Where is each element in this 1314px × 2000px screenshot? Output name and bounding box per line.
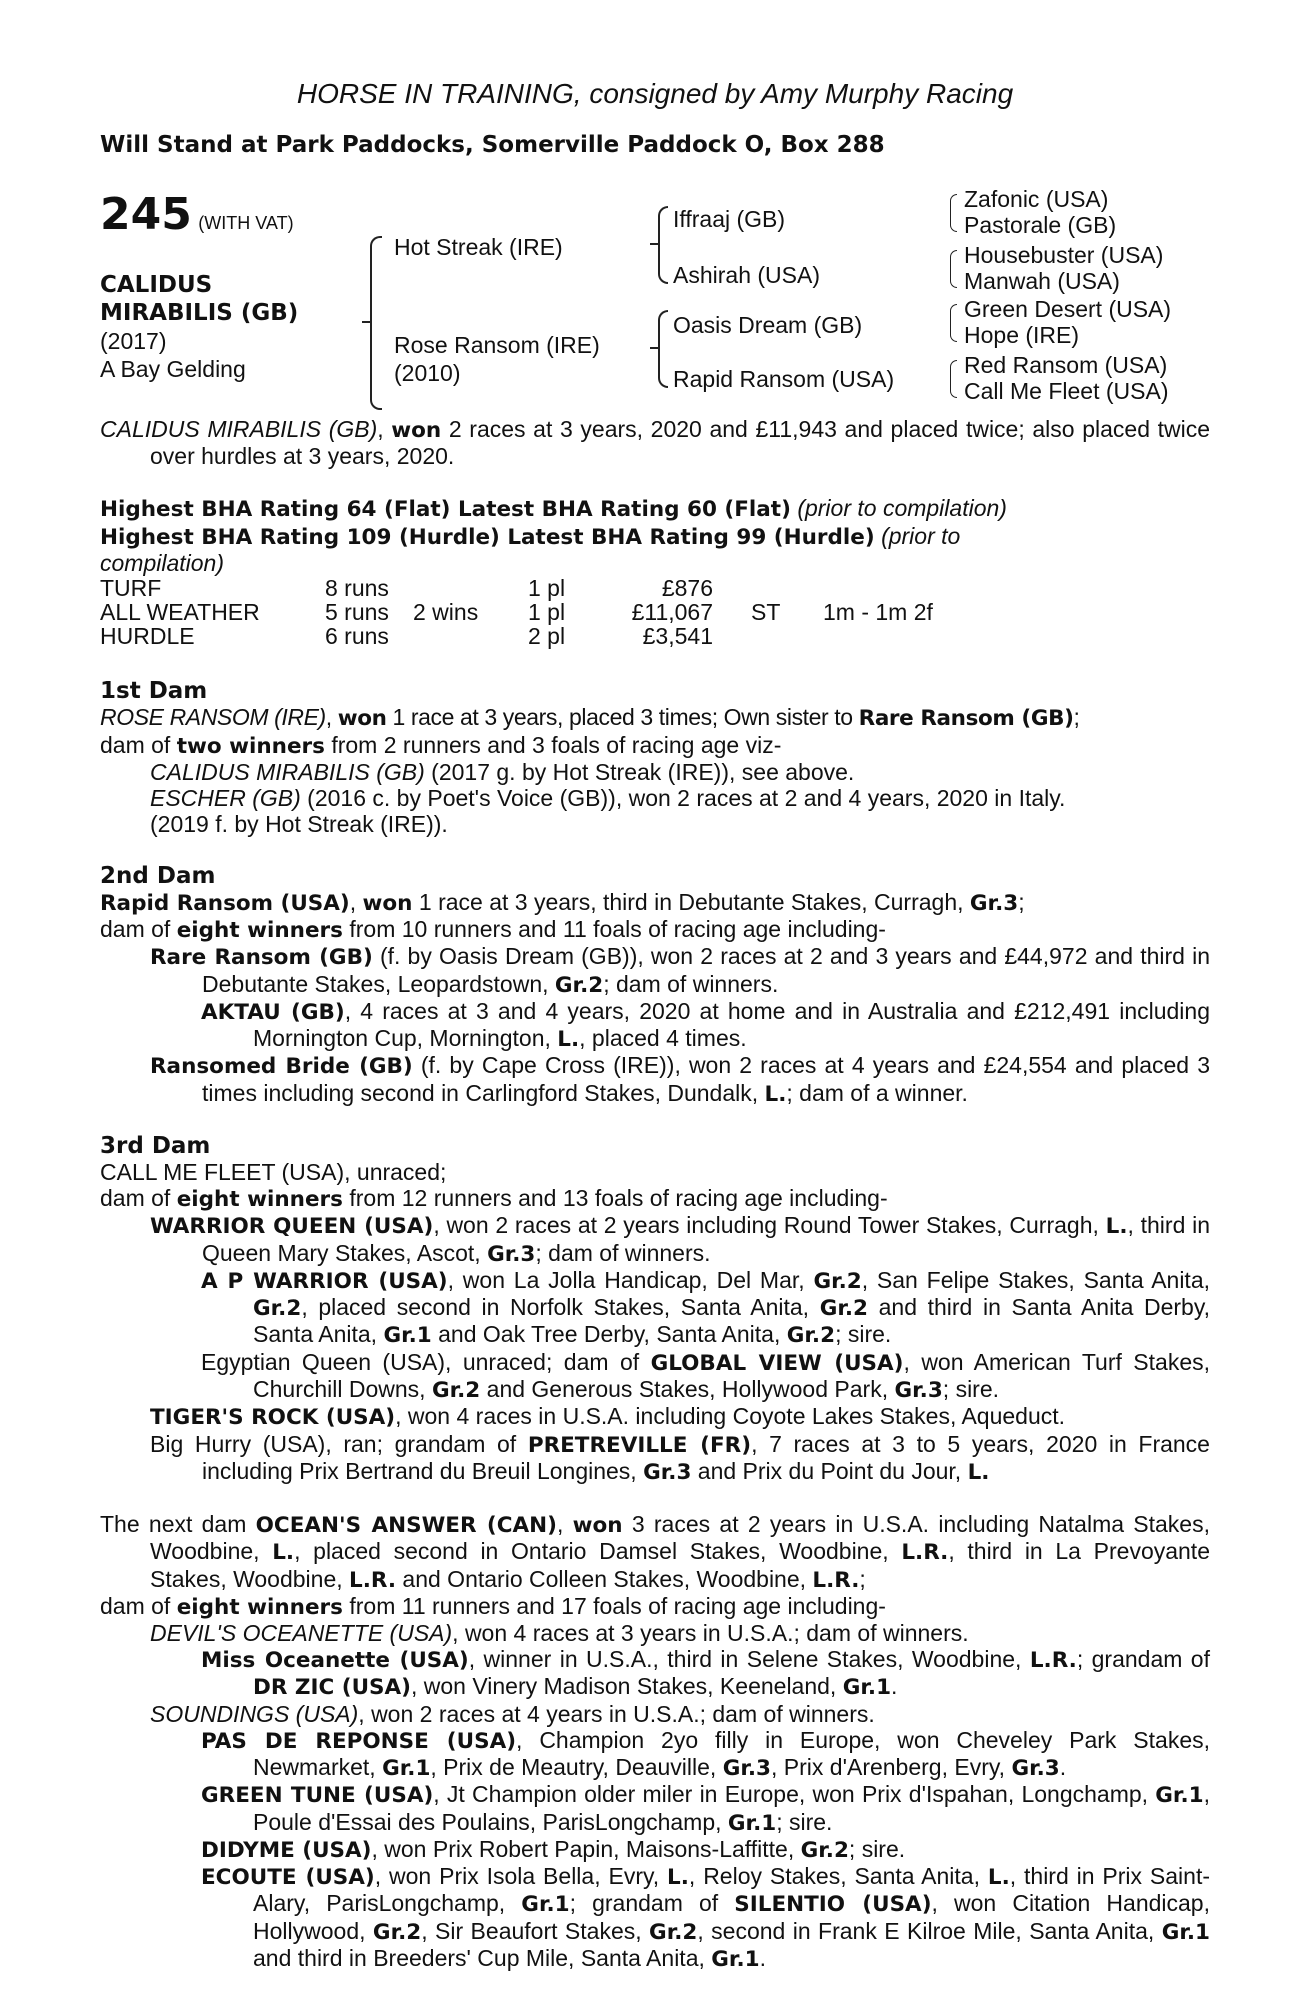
foal-text: , placed second in Ontario Damsel Stakes, Woodbine, [294,1538,902,1565]
grade: Gr.2 [786,1323,836,1349]
foal-text-end: ; sire. [835,1321,892,1348]
grade: Gr.3 [894,1377,943,1403]
sire-sire: Iffraaj (GB) [673,206,786,232]
first-dam-title: 1st Dam [100,678,208,705]
second-dam-text: 1 race at 3 years, third in Debutante Stakes, Curragh, [412,888,970,915]
foal-text: and Ontario Colleen Stakes, Woodbine, [396,1565,813,1592]
second-dam-title: 2nd Dam [100,862,216,889]
foal-text: , second in Frank E Kilroe Mile, Santa Anita, [697,1917,1162,1944]
devils-oceanette-entry [100,1620,1210,1646]
foal-text: , won 4 races at 3 years in U.S.A.; dam of winners. [452,1620,969,1647]
foal-name: CALIDUS MIRABILIS (GB) [150,758,425,785]
foal-text: , Sir Beaufort Stakes, [421,1917,650,1944]
summary-horse-name: CALIDUS MIRABILIS (GB) [100,416,378,442]
winners-count: eight winners [176,918,343,944]
listed: L.R. [812,1567,860,1593]
foal-text-end: ; dam of winners. [535,1239,711,1266]
foal-name: DIDYME (USA) [201,1837,372,1863]
pas-de-reponse-entry [100,1727,1210,1782]
g3-2: Pastorale (GB) [964,212,1117,238]
foal-name: Miss Oceanette (USA) [201,1648,469,1674]
grade: Gr.2 [649,1919,698,1945]
rating-flat [100,495,1210,522]
pedigree-brace-main [370,236,382,410]
foal-text: , San Felipe Stakes, Santa Anita, [861,1266,1211,1293]
record-runs: 6 runs [325,623,389,650]
next-dam-entry [100,1511,1210,1593]
g3-brace-4 [950,360,957,398]
foal-text: 3 races at 2 years in U.S.A. including Natalma Stakes, Woodbine, [150,1511,1210,1565]
egyptian-queen-entry [100,1349,1210,1404]
foal-text: , won Citation Handicap, Hollywood, [253,1890,1210,1944]
foal-text: , Prix de Meautry, Deauville, [430,1754,723,1781]
aktau-entry [100,998,1210,1053]
dam-of-label: dam of [100,916,177,943]
rare-ransom-entry [100,943,1210,998]
next-dam-name: OCEAN'S ANSWER (CAN) [255,1513,557,1539]
foal-name: GLOBAL VIEW (USA) [650,1350,904,1376]
grade: Gr.3 [969,890,1019,916]
foal-text: , won Prix Robert Papin, Maisons-Laffitte, [371,1835,801,1862]
second-dam-line1: Rapid Ransom (USA), won 1 race at 3 years, third in Debutante Stakes, Curragh, Gr.3; [100,888,1025,916]
foal-text: , third in Prix Saint-Alary, ParisLongchamp, [253,1863,1210,1917]
stand-location: Will Stand at Park Paddocks, Somerville Paddock O, Box 288 [100,132,885,158]
rating-flat-note: (prior to compilation) [797,495,1007,522]
race-summary: CALIDUS MIRABILIS (GB), won 2 races at 3 years, 2020 and £11,943 and placed twice; also placed twice over hurdles at 3 years, 2020. [100,416,1211,470]
foal-text: , 4 races at 3 and 4 years, 2020 at home and in Australia and £212,491 including Mornington Cup, Mornington, [253,997,1211,1052]
grade: Gr.2 [431,1377,481,1403]
record-surface: HURDLE [100,623,195,650]
grade: Gr.1 [521,1892,570,1918]
foal-text: and Generous Stakes, Hollywood Park, [480,1375,895,1402]
lot-number: 245 [100,189,192,240]
listed: L. [987,1865,1010,1891]
grade: Gr.1 [842,1675,892,1701]
record-placed: 1 pl [528,574,566,601]
foal-text: ; grandam of [569,1890,735,1917]
g3-6: Hope (IRE) [964,322,1080,348]
rating-hurdle-text: Highest BHA Rating 109 (Hurdle) Latest BHA Rating 99 (Hurdle) [100,524,875,550]
record-earnings: £3,541 [642,623,713,650]
horse-name-line1: CALIDUS [100,272,213,298]
horse-description: A Bay Gelding [100,356,246,382]
foal-name: Rare Ransom (GB) [150,945,373,971]
horse-name-line2: MIRABILIS (GB) [100,300,299,326]
grade: Gr.3 [722,1756,772,1782]
dam-year: (2010) [394,360,461,386]
grade: Gr.2 [253,1296,302,1322]
foals-text: from 11 runners and 17 foals of racing age including- [342,1592,886,1619]
rating-hurdle-note: (prior to [881,522,961,549]
foal-name: SOUNDINGS (USA) [150,1700,359,1727]
green-tune-entry [100,1781,1210,1836]
second-dam-won: won [362,890,413,916]
record-distance [823,624,933,648]
foal-text-end: ; sire. [942,1375,1000,1402]
record-going: ST [751,598,781,625]
second-dam-line2 [100,916,1210,943]
warrior-queen-entry [100,1212,1210,1267]
foaling-year: (2017) [100,328,167,354]
grade: Gr.1 [1155,1783,1204,1809]
foal-text-end: ; sire. [848,1835,906,1862]
listed: L. [557,1027,580,1053]
separator: , [556,1511,573,1538]
foal-text: , won Prix Isola Bella, Evry, [374,1863,668,1890]
foals-text: from 10 runners and 11 foals of racing age including- [342,916,886,943]
foal-text-end: ; [859,1565,866,1592]
foal-text: (f. by Cape Cross (IRE)), won 2 races at 4 years and £24,554 and placed 3 times including second in Carlingford Stakes, Dundalk, [202,1052,1211,1106]
record-earnings: £876 [661,574,713,601]
foal-text: , won American Turf Stakes, Churchill Downs, [253,1348,1210,1402]
dam-dam: Rapid Ransom (USA) [673,366,895,392]
tigers-rock-entry [100,1403,1210,1430]
ransomed-bride-entry [100,1052,1210,1107]
foal-text: , won La Jolla Handicap, Del Mar, [447,1266,814,1293]
grade: Gr.1 [727,1810,777,1836]
listed: L. [764,1081,787,1107]
listed: L.R. [349,1567,397,1593]
table-row [100,576,933,600]
g3-3: Housebuster (USA) [964,242,1164,268]
sire: Hot Streak (IRE) [394,234,563,260]
record-wins: 2 wins [413,598,479,625]
foal-text-end: ; dam of winners. [603,970,779,997]
next-dam-won: won [572,1513,623,1539]
foal-text-end: ; dam of a winner. [786,1079,968,1106]
soundings-entry [100,1701,1210,1727]
foal-text: , Reloy Stakes, Santa Anita, [688,1863,988,1890]
record-distance [823,576,933,600]
foal-text: , 7 races at 3 to 5 years, 2020 in France including Prix Bertrand du Breuil Longines, [202,1430,1210,1484]
grade: Gr.3 [487,1241,536,1267]
grade: Gr.3 [643,1459,692,1485]
third-dam-line2 [100,1185,1210,1212]
foal-text: and Oak Tree Derby, Santa Anita, [431,1321,787,1348]
foal-name: A P WARRIOR (USA) [201,1268,448,1294]
dam-of-label: dam of [100,1184,177,1211]
foal-text-end: . [1059,1754,1067,1781]
rating-hurdle [100,523,1210,576]
foal-name: ESCHER (GB) [150,784,301,811]
listed: L. [272,1540,295,1566]
foal-text: , third in La Prevoyante Stakes, Woodbine, [150,1538,1210,1592]
foal-text: (f. by Oasis Dream (GB)), won 2 races at 2 and 3 years and £44,972 and third in Debutante Stakes, Leopardstown, [202,943,1210,997]
big-hurry-entry [100,1431,1210,1486]
foals-text: from 12 runners and 13 foals of racing age including- [342,1184,888,1211]
pedigree-brace-main-point [362,321,370,323]
foal-text: and Prix du Point du Jour, [691,1457,968,1484]
winners-count: eight winners [176,1594,343,1620]
table-row [100,624,933,648]
foal-text: , won 2 races at 2 years including Round Tower Stakes, Curragh, [433,1212,1106,1239]
first-dam-text: 1 race at 3 years, placed 3 times; Own sister to [386,704,859,731]
page-header: HORSE IN TRAINING, consigned by Amy Murphy Racing [296,78,1014,109]
winners-count: eight winners [176,1186,343,1212]
table-row [100,600,933,624]
foal-name: DEVIL'S OCEANETTE (USA) [150,1620,453,1647]
next-dam-line2 [100,1593,1210,1620]
foal-text: , winner in U.S.A., third in Selene Stakes, Woodbine, [468,1646,1030,1673]
rating-hurdle-note-2: compilation) [100,549,224,576]
sire-brace-point [650,243,658,245]
first-dam-name: ROSE RANSOM (IRE) [100,704,326,731]
grade: Gr.1 [711,1946,760,1972]
foal-text: , Poule d'Essai des Poulains, ParisLongchamp, [253,1781,1210,1835]
foal-text-end: , placed 4 times. [579,1025,747,1052]
foal-name: DR ZIC (USA) [253,1675,411,1701]
foal-name: TIGER'S ROCK (USA) [150,1405,396,1431]
race-record-table [100,576,933,648]
record-runs: 5 runs [325,598,389,625]
foal-text: ; grandam of [1076,1646,1210,1673]
first-dam-line1: ROSE RANSOM (IRE), won 1 race at 3 years, placed 3 times; Own sister to Rare Ransom (GB); [100,704,1080,732]
first-dam-line2 [100,732,1210,759]
grade: Gr.2 [372,1919,422,1945]
record-placed: 1 pl [528,598,566,625]
foal-name: PAS DE REPONSE (USA) [201,1728,517,1754]
record-earnings: £11,067 [631,598,713,625]
vat-label: (WITH VAT) [198,213,294,233]
ecoute-entry [100,1863,1210,1972]
g3-brace-2 [950,250,957,288]
g3-8: Call Me Fleet (USA) [964,378,1169,404]
grade: Gr.1 [383,1323,432,1349]
grade: Gr.1 [382,1756,431,1782]
didyme-entry [100,1836,1210,1863]
summary-text-2: placed twice over hurdles at 3 years, 2020. [150,416,1211,470]
foals-text: from 2 runners and 3 foals of racing age viz- [324,731,782,758]
foal-name: AKTAU (GB) [201,999,345,1025]
second-dam-name: Rapid Ransom (USA) [100,890,350,916]
summary-text-1: 2 races at 3 years, 2020 and £11,943 and placed twice; also [441,416,1075,442]
summary-won: won [391,418,442,443]
foal-text-end: ; sire. [776,1808,833,1835]
first-dam-foal-3: (2019 f. by Hot Streak (IRE)). [150,810,448,837]
g3-brace-3 [950,304,957,342]
g3-brace-1 [950,194,957,232]
grade: Gr.1 [1161,1919,1210,1945]
foal-text: and third in Breeders' Cup Mile, Santa Anita, [253,1944,712,1971]
listed: L. [967,1459,990,1485]
record-going [713,576,823,600]
dam-sire: Oasis Dream (GB) [673,312,863,338]
foal-text: (2017 g. by Hot Streak (IRE)), see above. [424,758,855,785]
third-dam-title: 3rd Dam [100,1133,211,1159]
listed: L.R. [1029,1648,1077,1674]
foal-text: , placed second in Norfolk Stakes, Santa Anita, [301,1294,820,1321]
first-dam-foal-2 [100,785,1210,811]
foal-text: , Champion 2yo filly in Europe, won Cheveley Park Stakes, Newmarket, [253,1726,1211,1781]
record-distance: 1m - 1m 2f [823,598,933,625]
grade: Gr.2 [819,1296,868,1322]
dam-brace-point [650,347,658,349]
foal-text: , won 4 races in U.S.A. including Coyote Lakes Stakes, Aqueduct. [395,1403,1066,1430]
record-surface: TURF [100,574,162,601]
dam-of-label: dam of [100,1592,177,1619]
foal-name: WARRIOR QUEEN (USA) [150,1214,434,1240]
foal-name: Ransomed Bride (GB) [150,1054,413,1080]
listed: L. [1105,1214,1128,1240]
first-dam-sister: Rare Ransom (GB) [858,706,1074,732]
rating-flat-text: Highest BHA Rating 64 (Flat) Latest BHA Rating 60 (Flat) [100,497,791,523]
dam-of-label: dam of [100,731,177,758]
foal-text-end: . [891,1673,898,1700]
g3-4: Manwah (USA) [964,268,1120,294]
g3-1: Zafonic (USA) [964,186,1109,212]
listed: L. [667,1865,689,1891]
dam-brace [658,310,668,388]
miss-oceanette-entry [100,1646,1210,1701]
foal-name: GREEN TUNE (USA) [201,1783,434,1809]
dam: Rose Ransom (IRE) [394,332,600,358]
ap-warrior-entry [100,1267,1210,1349]
foal-text: Egyptian Queen (USA), unraced; dam of [201,1348,651,1375]
grade: Gr.2 [800,1837,849,1863]
foal-text: , third in Queen Mary Stakes, Ascot, [202,1212,1210,1266]
first-dam-won: won [337,706,387,732]
record-wins [413,576,528,600]
record-runs: 8 runs [325,574,389,601]
record-surface: ALL WEATHER [100,598,260,625]
foal-name: ECOUTE (USA) [201,1865,375,1891]
listed: L.R. [901,1540,949,1566]
lot-heading [100,190,294,241]
grade: Gr.3 [1011,1756,1060,1782]
catalogue-page [100,78,1210,1972]
foal-text: (2016 c. by Poet's Voice (GB)), won 2 races at 2 and 4 years, 2020 in Italy. [300,784,1066,811]
record-wins [413,624,528,648]
foal-text: , won 2 races at 4 years in U.S.A.; dam of winners. [358,1700,875,1727]
g3-7: Red Ransom (USA) [964,352,1168,378]
winners-count: two winners [176,733,325,759]
grade: Gr.2 [813,1268,862,1294]
foal-name: SILENTIO (USA) [734,1892,932,1918]
third-dam-line1: CALL ME FLEET (USA), unraced; [100,1159,447,1185]
foal-text: Big Hurry (USA), ran; grandam of [150,1430,528,1457]
record-placed: 2 pl [528,623,566,650]
foal-text: , Prix d'Arenberg, Evry, [771,1754,1012,1781]
record-going [713,624,823,648]
sire-brace [658,206,668,284]
g3-5: Green Desert (USA) [964,296,1172,322]
foal-name: PRETREVILLE (FR) [527,1432,752,1458]
pedigree-block [100,188,1210,416]
foal-text: , won Vinery Madison Stakes, Keeneland, [410,1673,843,1700]
first-dam-foal-1 [100,759,1210,785]
foal-text-end: . [759,1944,766,1971]
sire-dam: Ashirah (USA) [673,262,820,288]
foal-text: , Jt Champion older miler in Europe, won Prix d'Ispahan, Longchamp, [433,1781,1156,1808]
foal-text: and third in Santa Anita Derby, Santa Anita, [253,1294,1211,1348]
grade: Gr.2 [554,972,604,998]
next-dam-label: The next dam [100,1511,256,1538]
